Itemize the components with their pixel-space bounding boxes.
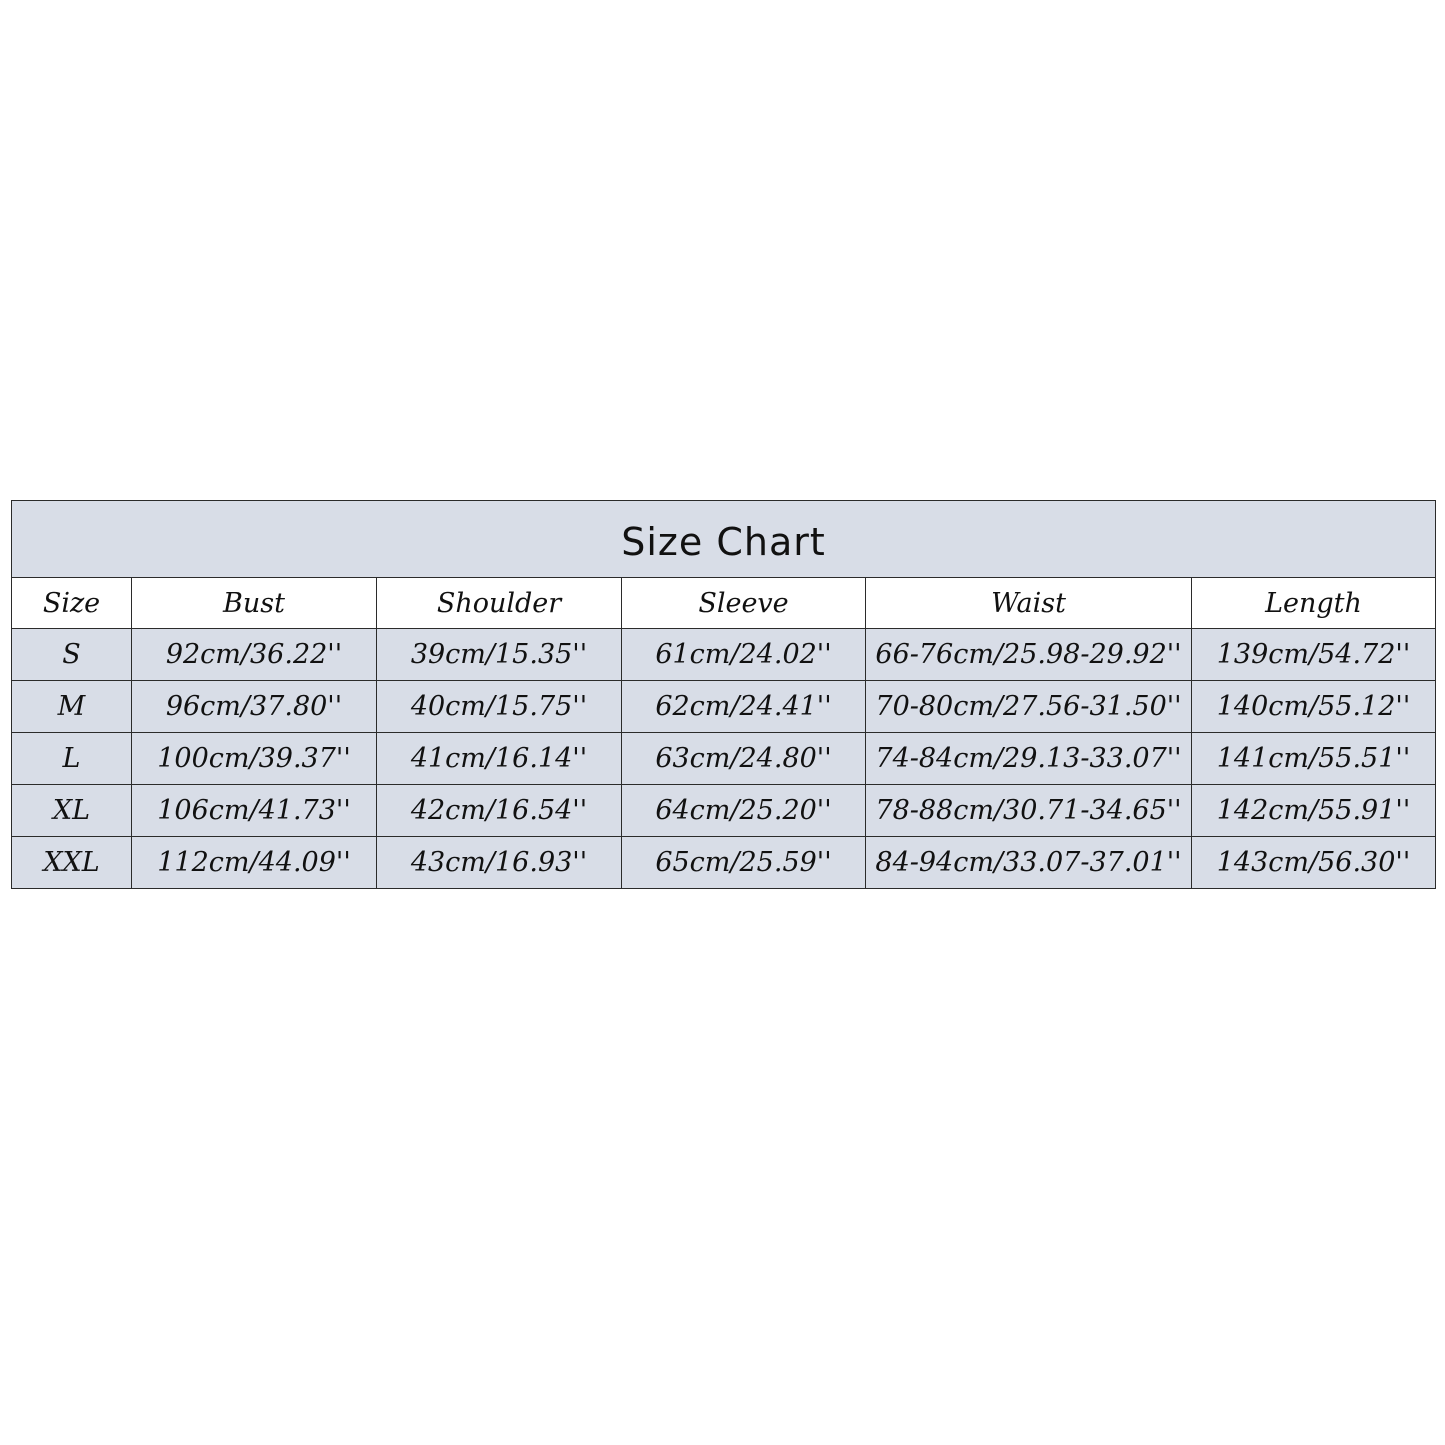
header-size: Size [12,578,132,629]
waist-cell: 78-88cm/30.71-34.65'' [866,785,1192,837]
header-bust: Bust [132,578,377,629]
sleeve-cell: 63cm/24.80'' [622,733,866,785]
size-cell: XXL [12,837,132,889]
bust-cell: 100cm/39.37'' [132,733,377,785]
title-row [12,501,1436,578]
waist-cell: 66-76cm/25.98-29.92'' [866,629,1192,681]
table-row [12,733,1436,785]
header-waist: Waist [866,578,1192,629]
length-cell: 141cm/55.51'' [1192,733,1436,785]
length-cell: 143cm/56.30'' [1192,837,1436,889]
header-row [12,578,1436,629]
length-cell: 140cm/55.12'' [1192,681,1436,733]
table-row [12,785,1436,837]
table-row [12,837,1436,889]
bust-cell: 92cm/36.22'' [132,629,377,681]
bust-cell: 112cm/44.09'' [132,837,377,889]
sleeve-cell: 65cm/25.59'' [622,837,866,889]
shoulder-cell: 39cm/15.35'' [377,629,622,681]
size-cell: S [12,629,132,681]
shoulder-cell: 43cm/16.93'' [377,837,622,889]
waist-cell: 74-84cm/29.13-33.07'' [866,733,1192,785]
header-length: Length [1192,578,1436,629]
table-row [12,681,1436,733]
sleeve-cell: 61cm/24.02'' [622,629,866,681]
shoulder-cell: 42cm/16.54'' [377,785,622,837]
chart-title: Size Chart [12,501,1436,578]
shoulder-cell: 41cm/16.14'' [377,733,622,785]
bust-cell: 96cm/37.80'' [132,681,377,733]
sleeve-cell: 64cm/25.20'' [622,785,866,837]
sleeve-cell: 62cm/24.41'' [622,681,866,733]
header-sleeve: Sleeve [622,578,866,629]
waist-cell: 70-80cm/27.56-31.50'' [866,681,1192,733]
table-row [12,629,1436,681]
header-shoulder: Shoulder [377,578,622,629]
size-cell: M [12,681,132,733]
bust-cell: 106cm/41.73'' [132,785,377,837]
size-chart-table [11,500,1436,889]
size-cell: L [12,733,132,785]
size-cell: XL [12,785,132,837]
length-cell: 139cm/54.72'' [1192,629,1436,681]
length-cell: 142cm/55.91'' [1192,785,1436,837]
waist-cell: 84-94cm/33.07-37.01'' [866,837,1192,889]
shoulder-cell: 40cm/15.75'' [377,681,622,733]
